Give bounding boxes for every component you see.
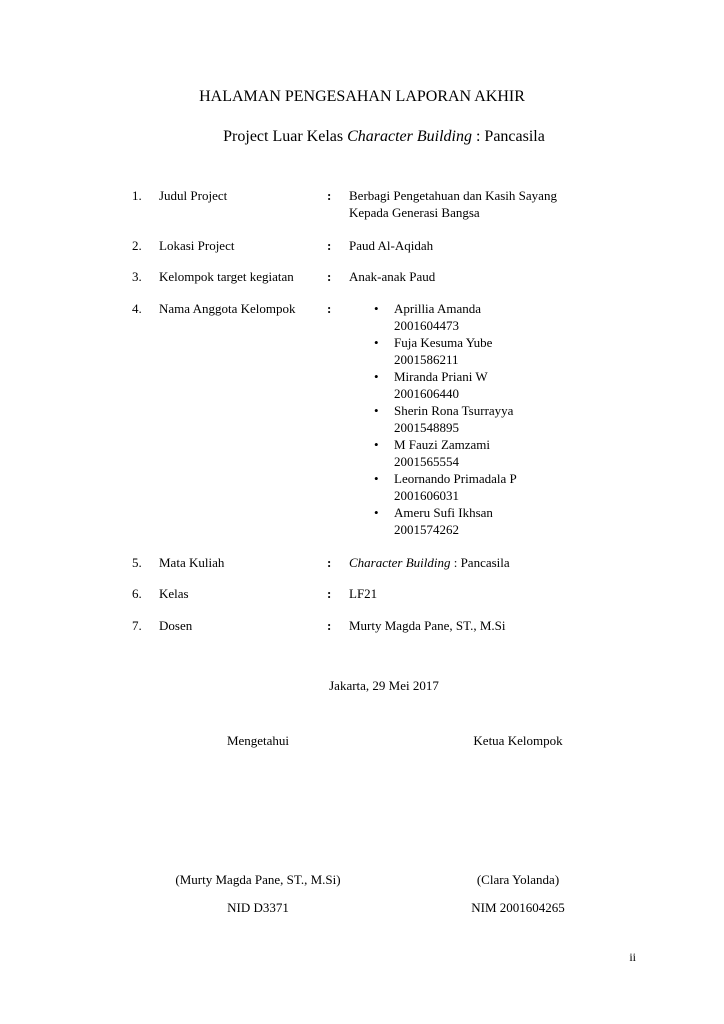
- member-name: M Fauzi Zamzami: [394, 437, 491, 452]
- field-value: Paud Al-Aqidah: [349, 238, 434, 253]
- field-value-italic: Character Building: [349, 555, 451, 570]
- member-nim: 2001606031: [394, 488, 459, 503]
- left-signature-name: (Murty Magda Pane, ST., M.Si): [175, 872, 341, 887]
- member-name: Leornando Primadala P: [394, 471, 517, 486]
- field-label: Kelompok target kegiatan: [159, 269, 294, 284]
- member-nim: 2001574262: [394, 522, 459, 537]
- member-nim: 2001606440: [394, 386, 459, 401]
- right-signature-name: (Clara Yolanda): [476, 872, 560, 887]
- field-label: Lokasi Project: [159, 238, 235, 253]
- field-value: Anak-anak Paud: [349, 269, 436, 284]
- field-colon: :: [327, 586, 332, 601]
- bullet-icon: •: [374, 301, 379, 316]
- field-colon: :: [327, 188, 332, 203]
- member-nim: 2001548895: [394, 420, 459, 435]
- field-colon: :: [327, 301, 332, 316]
- member-name: Fuja Kesuma Yube: [394, 335, 493, 350]
- member-item: [374, 436, 517, 470]
- subtitle-italic: Character Building: [347, 128, 472, 145]
- field-value-line1: Berbagi Pengetahuan dan Kasih Sayang: [349, 188, 557, 203]
- bullet-icon: •: [374, 505, 379, 520]
- field-colon: :: [327, 555, 332, 570]
- field-value: LF21: [349, 586, 378, 601]
- field-number: 7.: [132, 618, 142, 633]
- bullet-icon: •: [374, 403, 379, 418]
- field-label: Nama Anggota Kelompok: [159, 301, 296, 316]
- field-colon: :: [327, 618, 332, 633]
- right-signature-id: NIM 2001604265: [471, 900, 565, 915]
- member-list: [374, 300, 517, 538]
- page-title: HALAMAN PENGESAHAN LAPORAN AKHIR: [199, 88, 525, 105]
- field-value: Murty Magda Pane, ST., M.Si: [349, 618, 506, 633]
- bullet-icon: •: [374, 437, 379, 452]
- field-value-suffix: : Pancasila: [450, 555, 510, 570]
- field-label: Dosen: [159, 618, 193, 633]
- signing-date: Jakarta, 29 Mei 2017: [329, 678, 439, 693]
- member-item: [374, 300, 517, 334]
- member-item: [374, 402, 517, 436]
- field-colon: :: [327, 269, 332, 284]
- field-label: Judul Project: [159, 188, 228, 203]
- member-name: Aprillia Amanda: [394, 301, 482, 316]
- member-nim: 2001604473: [394, 318, 459, 333]
- subtitle-prefix: Project Luar Kelas: [223, 128, 348, 145]
- member-item: [374, 470, 517, 504]
- field-colon: :: [327, 238, 332, 253]
- field-value: [349, 554, 649, 571]
- member-name: Miranda Priani W: [394, 369, 488, 384]
- left-signature-role: Mengetahui: [226, 733, 290, 748]
- member-nim: 2001565554: [394, 454, 459, 469]
- field-label: Kelas: [159, 586, 189, 601]
- member-name: Sherin Rona Tsurrayya: [394, 403, 514, 418]
- page-number: ii: [629, 950, 636, 964]
- bullet-icon: •: [374, 369, 379, 384]
- field-value-line2: Kepada Generasi Bangsa: [349, 205, 480, 220]
- field-label: Mata Kuliah: [159, 555, 225, 570]
- member-name: Ameru Sufi Ikhsan: [394, 505, 493, 520]
- member-item: [374, 504, 517, 538]
- member-nim: 2001586211: [394, 352, 459, 367]
- bullet-icon: •: [374, 471, 379, 486]
- member-item: [374, 334, 517, 368]
- right-signature-role: Ketua Kelompok: [473, 733, 563, 748]
- bullet-icon: •: [374, 335, 379, 350]
- field-number: 4.: [132, 301, 142, 316]
- member-item: [374, 368, 517, 402]
- field-number: 1.: [132, 188, 142, 203]
- field-number: 5.: [132, 555, 142, 570]
- field-value: [349, 187, 649, 221]
- left-signature-id: NID D3371: [227, 900, 289, 915]
- field-number: 2.: [132, 238, 142, 253]
- field-number: 6.: [132, 586, 142, 601]
- page-subtitle: [0, 128, 724, 146]
- subtitle-suffix: : Pancasila: [471, 128, 545, 145]
- field-number: 3.: [132, 269, 142, 284]
